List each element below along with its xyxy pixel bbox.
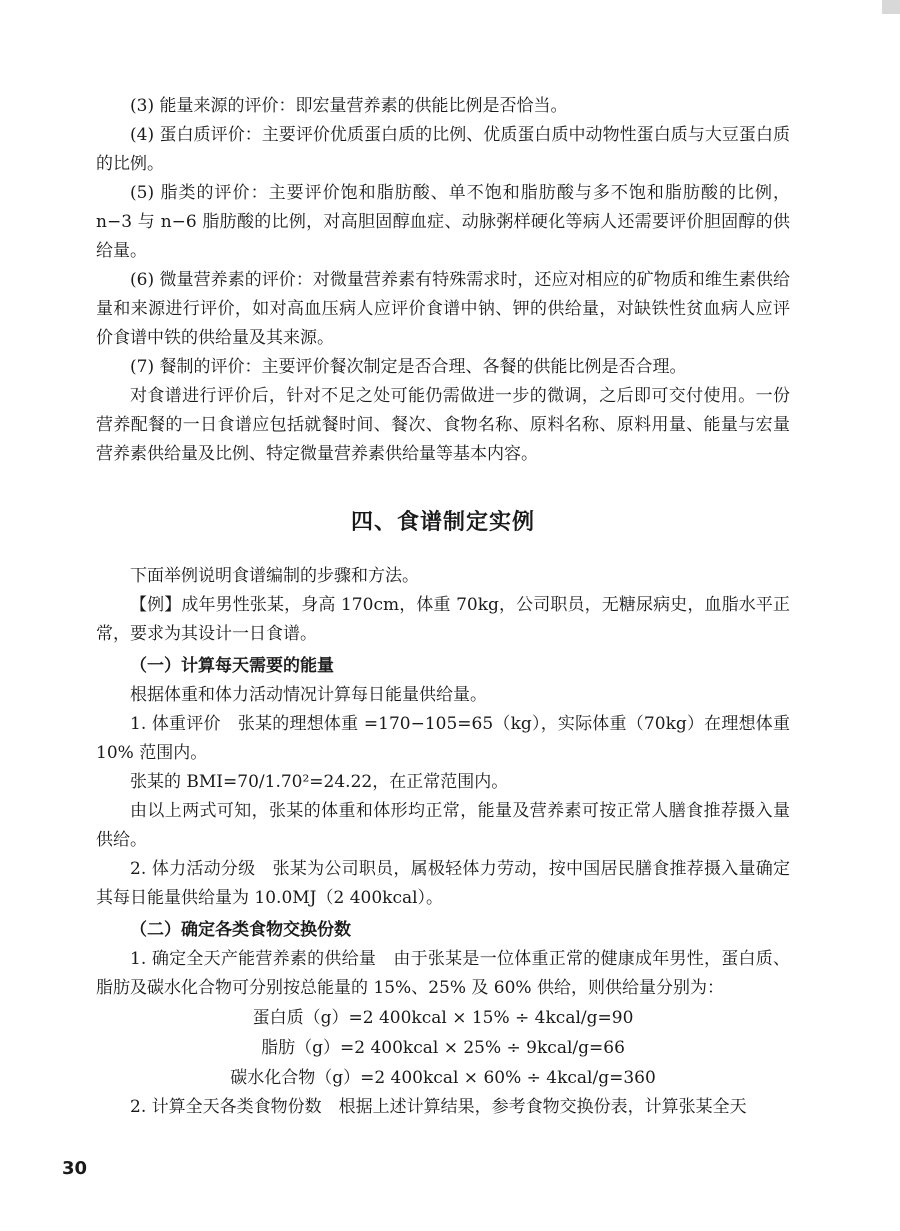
formula-carbohydrate: 碳水化合物（g）=2 400kcal × 60% ÷ 4kcal/g=360: [230, 1068, 656, 1088]
page-body: [96, 92, 790, 1122]
subsection-title-energy: （一）计算每天需要的能量: [130, 656, 334, 676]
eval-protein: (4) 蛋白质评价：主要评价优质蛋白质的比例、优质蛋白质中动物性蛋白质与大豆蛋白质的比例。: [96, 125, 790, 174]
example-paragraph: 【例】成年男性张某，身高 170cm，体重 70kg，公司职员，无糖尿病史，血脂水平正常，要求为其设计一日食谱。: [96, 595, 790, 644]
weight-conclusion: 由以上两式可知，张某的体重和体形均正常，能量及营养素可按正常人膳食推荐摄入量供给。: [96, 801, 790, 850]
section-title: 四、食谱制定实例: [350, 510, 535, 535]
food-portion-step: 2. 计算全天各类食物份数 根据上述计算结果，参考食物交换份表，计算张某全天: [130, 1097, 747, 1117]
subsection-title-exchange: （二）确定各类食物交换份数: [130, 920, 351, 940]
eval-summary: 对食谱进行评价后，针对不足之处可能仍需做进一步的微调，之后即可交付使用。一份营养配餐的一日食谱应包括就餐时间、餐次、食物名称、原料名称、原料用量、能量与宏量营养素供给量及比例、特定微量营养素供给量等基本内容。: [96, 386, 790, 464]
nutrient-supply-step: 1. 确定全天产能营养素的供给量 由于张某是一位体重正常的健康成年男性，蛋白质、脂肪及碳水化合物可分别按总能量的 15%、25% 及 60% 供给，则供给量分别为：: [96, 949, 790, 998]
section-intro: 下面举例说明食谱编制的步骤和方法。: [130, 566, 419, 586]
corner-mark: [882, 0, 900, 14]
energy-intro: 根据体重和体力活动情况计算每日能量供给量。: [130, 685, 487, 705]
eval-meal-schedule: (7) 餐制的评价：主要评价餐次制定是否合理、各餐的供能比例是否合理。: [130, 357, 687, 377]
eval-micronutrients: (6) 微量营养素的评价：对微量营养素有特殊需求时，还应对相应的矿物质和维生素供给量和来源进行评价，如对高血压病人应评价食谱中钠、钾的供给量，对缺铁性贫血病人应评价食谱中铁的供给量及其来源。: [96, 270, 790, 348]
weight-evaluation: 1. 体重评价 张某的理想体重 =170−105=65（kg），实际体重（70kg）在理想体重 10% 范围内。: [96, 714, 790, 763]
page-number: 30: [62, 1158, 88, 1179]
activity-level: 2. 体力活动分级 张某为公司职员，属极轻体力劳动，按中国居民膳食推荐摄入量确定其每日能量供给量为 10.0MJ（2 400kcal）。: [96, 859, 790, 908]
eval-lipids: (5) 脂类的评价：主要评价饱和脂肪酸、单不饱和脂肪酸与多不饱和脂肪酸的比例，n−3 与 n−6 脂肪酸的比例，对高胆固醇血症、动脉粥样硬化等病人还需要评价胆固醇的供给量。: [96, 183, 790, 261]
formula-fat: 脂肪（g）=2 400kcal × 25% ÷ 9kcal/g=66: [261, 1038, 625, 1058]
eval-energy-source: (3) 能量来源的评价：即宏量营养素的供能比例是否恰当。: [130, 96, 568, 116]
bmi-line: 张某的 BMI=70/1.70²=24.22，在正常范围内。: [130, 772, 509, 792]
formula-protein: 蛋白质（g）=2 400kcal × 15% ÷ 4kcal/g=90: [252, 1008, 634, 1028]
